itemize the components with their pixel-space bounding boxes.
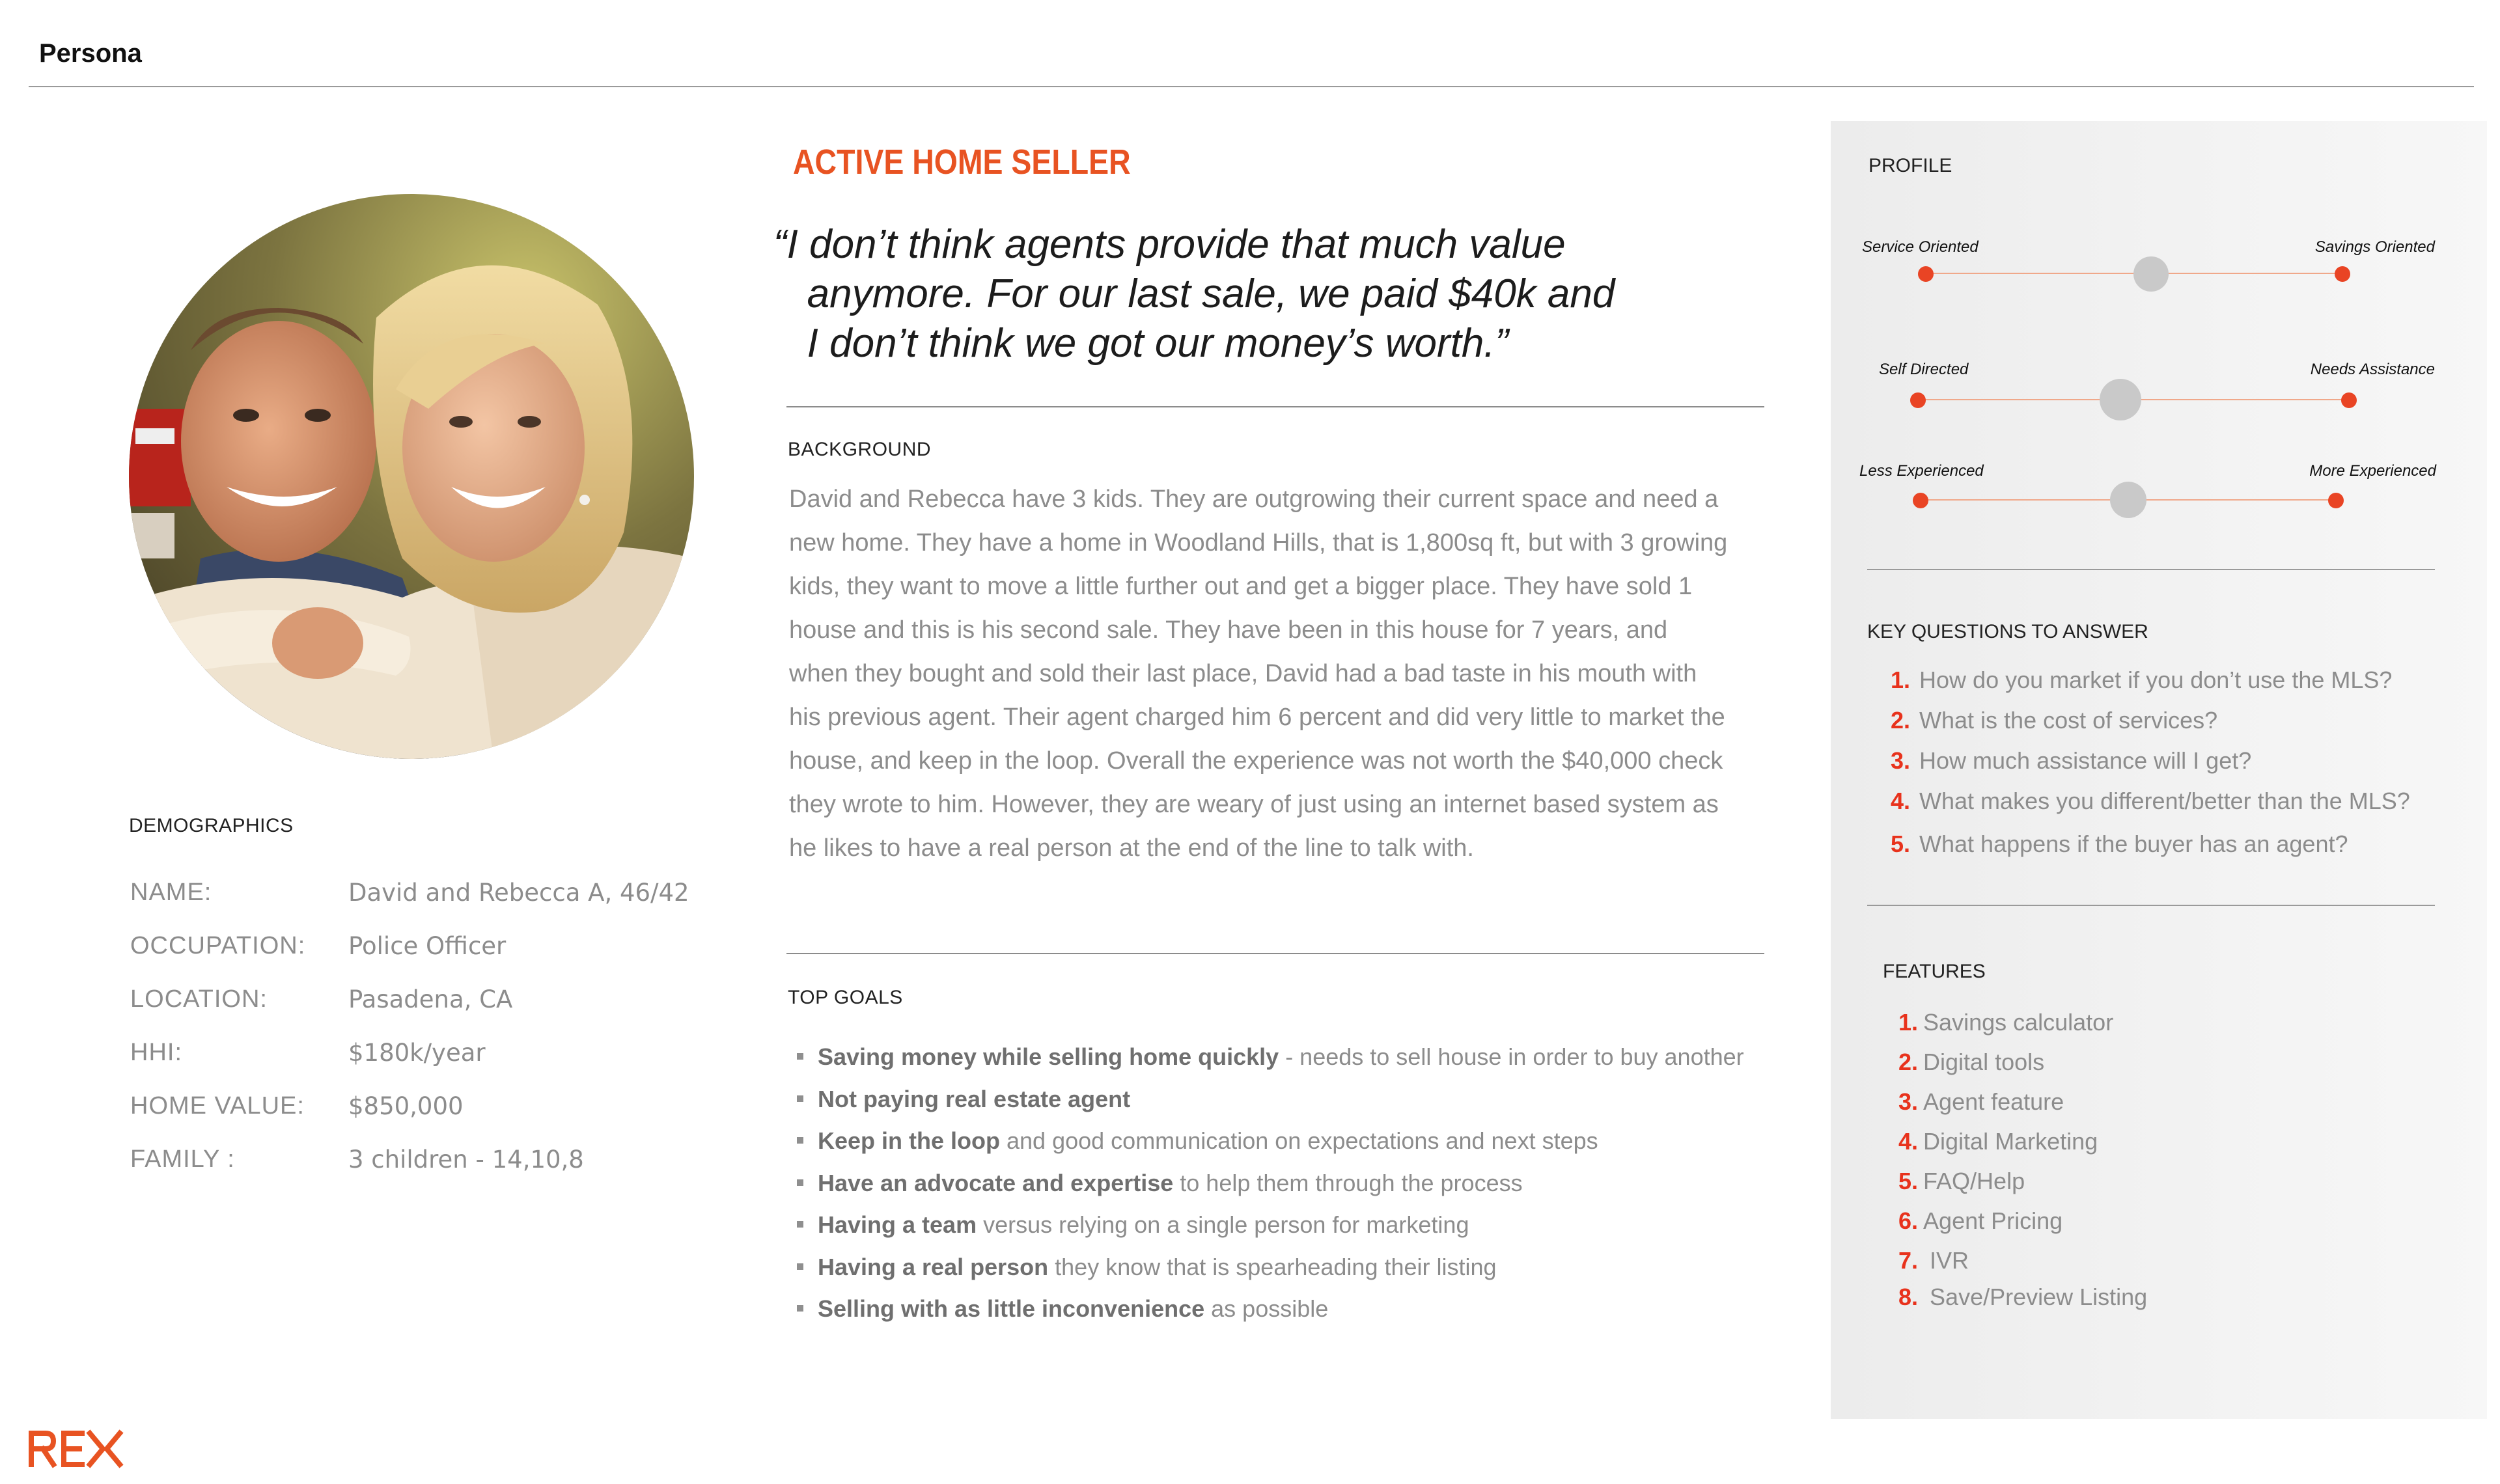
- profile-slider-directed-assistance: [1855, 361, 2441, 419]
- question-number: 4.: [1891, 788, 1911, 814]
- bullet-icon: [797, 1137, 803, 1144]
- persona-quote: “I don’t think agents provide that much value anymore. For our last sale, we paid $40k and I don’t think we got our money’s worth.”: [773, 222, 1615, 366]
- demographics-value: Pasadena, CA: [348, 985, 513, 1013]
- slider-left-dot: [1913, 493, 1928, 508]
- section-divider: [786, 406, 1764, 407]
- question-item: [1891, 747, 2410, 788]
- feature-number: 8.: [1898, 1284, 1919, 1310]
- key-questions-heading: KEY QUESTIONS TO ANSWER: [1867, 621, 2148, 642]
- features-list: [1898, 1009, 2147, 1323]
- goal-bold: Not paying real estate agent: [818, 1085, 1131, 1112]
- slider-knob: [2133, 256, 2169, 292]
- slider-right-dot: [2335, 266, 2350, 282]
- background-text: David and Rebecca have 3 kids. They are outgrowing their current space and need a new home. They have a home in Woodland Hills, that is 1,800sq ft, but with 3 growing kids, they want to move a little further out and get a bigger place. They have sold 1 house and this is his second sale. They have been in this house for 7 years, and when they bought and sold their last place, David had a bad taste in his mouth with his previous agent. Their agent charged him 6 percent and did very little to market the house, and keep in the loop. Overall the experience was not worth the $40,000 check they wrote to him. However, they are weary of just using an internet based system as he likes to have a real person at the end of the line to talk with.: [789, 486, 1728, 862]
- feature-number: 7.: [1898, 1247, 1919, 1274]
- key-questions-list: [1891, 666, 2410, 871]
- demographics-heading: DEMOGRAPHICS: [129, 815, 294, 836]
- feature-number: 5.: [1898, 1168, 1919, 1194]
- question-text: What happens if the buyer has an agent?: [1919, 831, 2348, 857]
- section-divider: [786, 953, 1764, 954]
- demographics-value: David and Rebecca A, 46/42: [348, 879, 689, 907]
- question-item: [1891, 788, 2410, 831]
- slider-right-dot: [2328, 493, 2344, 508]
- demographics-value: $850,000: [348, 1092, 464, 1120]
- profile-slider-service-savings: [1855, 238, 2441, 297]
- demographics-row-hhi: [130, 1039, 716, 1092]
- slider-knob: [2100, 379, 2141, 420]
- demographics-row-home-value: [130, 1092, 716, 1146]
- goal-rest: they know that is spearheading their listing: [1048, 1253, 1497, 1280]
- goal-item: [797, 1120, 1812, 1162]
- question-text: How much assistance will I get?: [1919, 747, 2252, 774]
- feature-number: 4.: [1898, 1128, 1919, 1155]
- slider-left-label: Service Oriented: [1862, 238, 1979, 256]
- demographics-row-name: [130, 879, 716, 932]
- demographics-label: FAMILY :: [130, 1146, 235, 1173]
- feature-text: FAQ/Help: [1923, 1168, 2025, 1194]
- feature-item: [1898, 1168, 2147, 1207]
- top-goals-heading: TOP GOALS: [788, 987, 903, 1008]
- slider-left-dot: [1910, 392, 1926, 408]
- demographics-label: HHI:: [130, 1039, 182, 1066]
- feature-item: [1898, 1207, 2147, 1247]
- goal-item: [797, 1204, 1812, 1246]
- page-title: Persona: [39, 39, 142, 68]
- background-heading: BACKGROUND: [788, 439, 932, 460]
- demographics-label: NAME:: [130, 879, 212, 906]
- feature-item: [1898, 1128, 2147, 1168]
- top-goals-list: [797, 1036, 1812, 1330]
- feature-text: Digital Marketing: [1923, 1128, 2098, 1155]
- feature-item: [1898, 1009, 2147, 1049]
- demographics-row-location: [130, 985, 716, 1039]
- bullet-icon: [797, 1095, 803, 1102]
- bullet-icon: [797, 1263, 803, 1270]
- header-divider: [29, 86, 2474, 87]
- slider-left-label: Less Experienced: [1859, 462, 1984, 480]
- bullet-icon: [797, 1221, 803, 1228]
- demographics-row-occupation: [130, 932, 716, 985]
- slider-right-label: More Experienced: [2309, 462, 2436, 480]
- slider-right-dot: [2341, 392, 2357, 408]
- slider-left-label: Self Directed: [1879, 361, 1969, 378]
- feature-text: Agent Pricing: [1923, 1207, 2063, 1234]
- goal-bold: Have an advocate and expertise: [818, 1169, 1174, 1196]
- feature-number: 6.: [1898, 1207, 1919, 1234]
- goal-bold: Saving money while selling home quickly: [818, 1043, 1279, 1070]
- question-number: 5.: [1891, 831, 1911, 857]
- rex-logo-mark: [27, 1429, 125, 1468]
- question-number: 3.: [1891, 747, 1911, 774]
- question-number: 2.: [1891, 707, 1911, 734]
- panel-divider: [1867, 905, 2435, 906]
- demographics-label: HOME VALUE:: [130, 1092, 305, 1120]
- features-heading: FEATURES: [1883, 961, 1986, 982]
- feature-text: Savings calculator: [1923, 1009, 2114, 1036]
- goal-rest: versus relying on a single person for marketing: [977, 1211, 1469, 1238]
- rex-logo: [27, 1429, 125, 1472]
- goal-item: [797, 1288, 1812, 1330]
- bullet-icon: [797, 1179, 803, 1186]
- slider-left-dot: [1918, 266, 1934, 282]
- demographics-value: Police Officer: [348, 932, 507, 960]
- question-item: [1891, 831, 2410, 871]
- demographics-row-family: [130, 1146, 716, 1199]
- slider-right-label: Savings Oriented: [2314, 238, 2435, 256]
- couple-photo-illustration: [129, 194, 694, 759]
- goal-bold: Having a team: [818, 1211, 977, 1238]
- demographics-value: $180k/year: [348, 1039, 486, 1067]
- question-item: [1891, 707, 2410, 747]
- goal-bold: Selling with as little inconvenience: [818, 1295, 1205, 1322]
- feature-text: Digital tools: [1923, 1049, 2045, 1075]
- goal-rest: to help them through the process: [1173, 1169, 1523, 1196]
- slider-right-label: Needs Assistance: [2310, 361, 2435, 378]
- question-number: 1.: [1891, 666, 1911, 693]
- goal-rest: and good communication on expectations and next steps: [1000, 1127, 1598, 1154]
- question-text: How do you market if you don’t use the MLS?: [1919, 666, 2393, 693]
- goal-bold: Keep in the loop: [818, 1127, 1001, 1154]
- feature-item: [1898, 1049, 2147, 1088]
- bullet-icon: [797, 1053, 803, 1060]
- demographics-value: 3 children - 14,10,8: [348, 1146, 584, 1174]
- goal-rest: as possible: [1204, 1295, 1329, 1322]
- question-text: What is the cost of services?: [1919, 707, 2218, 734]
- feature-number: 2.: [1898, 1049, 1919, 1075]
- goal-item: [797, 1246, 1812, 1289]
- profile-slider-experience: [1855, 462, 2441, 521]
- bullet-icon: [797, 1305, 803, 1312]
- question-item: [1891, 666, 2410, 707]
- demographics-label: LOCATION:: [130, 985, 268, 1013]
- slider-knob: [2110, 482, 2146, 518]
- panel-divider: [1867, 569, 2435, 570]
- feature-item: [1898, 1088, 2147, 1128]
- goal-item: [797, 1079, 1812, 1121]
- goal-bold: Having a real person: [818, 1253, 1049, 1280]
- goal-item: [797, 1162, 1812, 1205]
- feature-text: Agent feature: [1923, 1088, 2064, 1115]
- goal-rest: - needs to sell house in order to buy another: [1279, 1043, 1744, 1070]
- feature-item: [1898, 1247, 2147, 1284]
- feature-number: 3.: [1898, 1088, 1919, 1115]
- question-text: What makes you different/better than the MLS?: [1919, 788, 2410, 814]
- goal-item: [797, 1036, 1812, 1079]
- demographics-list: [130, 879, 716, 1199]
- feature-number: 1.: [1898, 1009, 1919, 1036]
- persona-type-title: ACTIVE HOME SELLER: [793, 143, 1131, 182]
- persona-photo: [129, 194, 694, 759]
- demographics-label: OCCUPATION:: [130, 932, 306, 959]
- feature-text: Save/Preview Listing: [1923, 1284, 2148, 1310]
- feature-text: IVR: [1923, 1247, 1969, 1274]
- feature-item: [1898, 1284, 2147, 1323]
- profile-heading: PROFILE: [1868, 155, 1952, 176]
